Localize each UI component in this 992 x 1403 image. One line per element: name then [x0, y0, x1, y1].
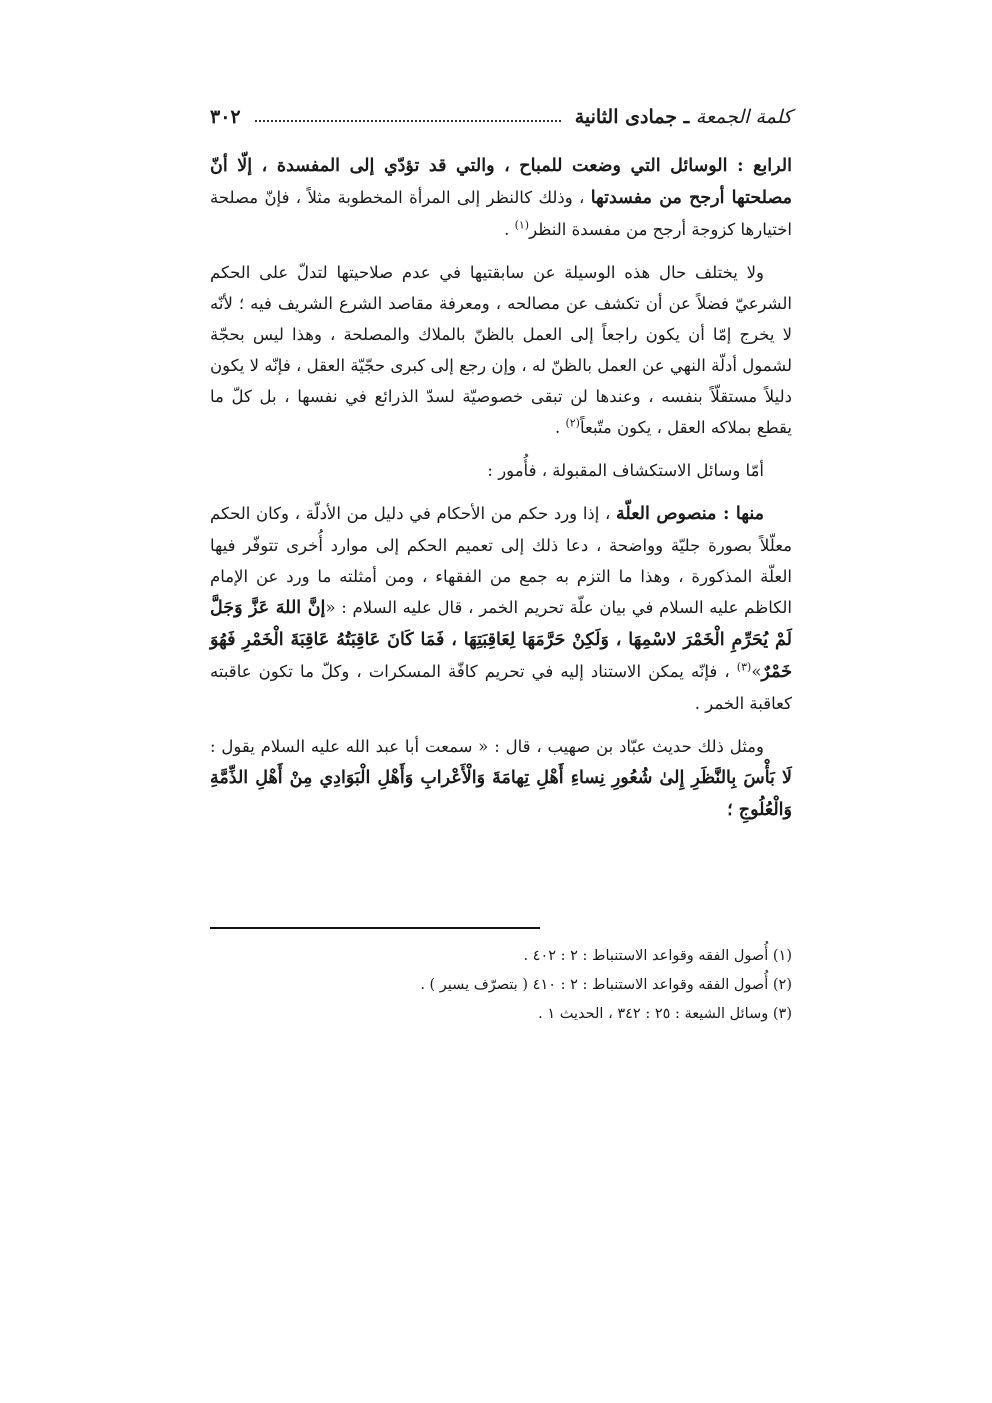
hadith-quote-1: إنَّ اللهَ عَزَّ وَجَلَّ لَمْ يُحَرِّمِ الْخَمْرَ لاسْمِهَا ، وَلَكِنْ حَرَّمَهَا لِعَاقِبَتِهَا ، فَمَا كَانَ عَاقِبَتُهُ عَاقِبَةَ الْخَمْرِ فَهُوَ خَمْرٌ [210, 598, 793, 682]
footnote-number: (١) [772, 948, 792, 964]
footnote-number: (٢) [772, 977, 792, 993]
footnote-ref-3[interactable]: (٣) [736, 660, 752, 674]
paragraph-3 [210, 455, 792, 486]
header-title [575, 106, 792, 128]
footnote-text: أُصول الفقه وقواعد الاستنباط : ٢ : ٤١٠ ( بتصرّف يسير ) . [420, 977, 769, 993]
paragraph-5 [210, 731, 792, 826]
footnote-ref-2[interactable]: (٢) [565, 416, 580, 430]
hadith-quote-2: لَا بَأْسَ بِالنَّظَرِ إِلىٰ شُعُورِ نِساءِ أَهْلِ تِهامَةَ وَالْأَعْرابِ وَأَهْلِ الْبَوَادِي مِنْ أَهْلِ الذِّمَّةِ وَالْعُلُوجِ ؛ [210, 768, 792, 820]
paragraph-3-text: أمّا وسائل الاستكشاف المقبولة ، فأُمور : [487, 461, 764, 480]
footnote-2 [210, 971, 792, 1000]
paragraph-4-text-2: ، فإنّه يمكن الاستناد إليه في تحريم كافّة المسكرات ، وكلّ ما تكون عاقبته كعاقبة الخمر . [210, 662, 792, 713]
footnote-number: (٣) [772, 1006, 792, 1022]
quote-close: » [751, 662, 762, 681]
journal-logo: كلمة الجمعة [695, 106, 792, 128]
page [210, 0, 792, 1403]
paragraph-4 [210, 498, 792, 719]
footnote-text: وسائل الشيعة : ٢٥ : ٣٤٢ ، الحديث ١ . [538, 1006, 769, 1022]
paragraph-2 [210, 257, 792, 443]
paragraph-2-text: ولا يختلف حال هذه الوسيلة عن سابقتيها في عدم صلاحيتها لتدلّ على الحكم الشرعيّ فضلاً عن أن تكشف عن مصالحه ، ومعرفة مقاصد الشرع الشريف فيه ؛ لأنّه لا يخرج إمّا أن يكون راجعاً إلى العمل بالظنّ بالملاك والمصلحة ، وهذا ليس بحجّة لشمول أدلّة النهي عن العمل بالظنّ له ، وإن رجع إلى كبرى حجّيّة العقل ، فإنّه لا يكون دليلاً مستقلّاً بنفسه ، وعندها لن تبقى خصوصيّة لسدّ الذرائع في نفسها ، بل كلّ ما يقطع بملاكه العقل ، يكون متّبعاً [210, 263, 792, 437]
paragraph-1-end: . [504, 220, 510, 239]
page-number: ٣٠٢ [210, 106, 241, 128]
paragraph-4-heading: منها : منصوص العلّة [616, 504, 764, 524]
paragraph-2-end: . [554, 418, 561, 437]
paragraph-1 [210, 150, 792, 245]
paragraph-5-text: ومثل ذلك حديث عبّاد بن صهيب ، قال : « سمعت أبا عبد الله عليه السلام يقول : [210, 737, 764, 756]
header-month: ـ جمادى الثانية [574, 106, 690, 128]
paragraph-1-text: ، وذلك كالنظر إلى المرأة المخطوبة مثلاً ، فإنّ مصلحة اختيارها كزوجة أرجح من مفسدة النظر [210, 188, 792, 239]
footnote-1 [210, 942, 792, 971]
header-dotted-leader [255, 120, 561, 122]
footnote-text: أُصول الفقه وقواعد الاستنباط : ٢ : ٤٠٢ . [523, 948, 769, 964]
footnote-separator [210, 927, 540, 929]
paragraph-4-text: ، إذا ورد حكم من الأحكام في دليل من الأدلّة ، وكان الحكم معلّلاً بصورة جليّة وواضحة ، دعا ذلك إلى تعميم الحكم إلى موارد أُخرى تتوفّر فيها العلّة المذكورة ، وهذا ما التزم به جمع من الفقهاء ، ومن أمثلته ما ورد عن الإمام الكاظم عليه السلام في بيان علّة تحريم الخمر ، قال عليه السلام : « [210, 504, 792, 617]
running-header [210, 100, 792, 134]
footnote-3 [210, 1000, 792, 1029]
footnote-ref-1[interactable]: (١) [514, 218, 530, 232]
main-text [210, 150, 792, 838]
footnotes [210, 942, 792, 1029]
paragraph-1-bold: الرابع : الوسائل التي وضعت للمباح ، والتي قد تؤدّي إلى المفسدة ، إلّا أنّ مصلحتها أرجح من مفسدتها [210, 156, 792, 208]
